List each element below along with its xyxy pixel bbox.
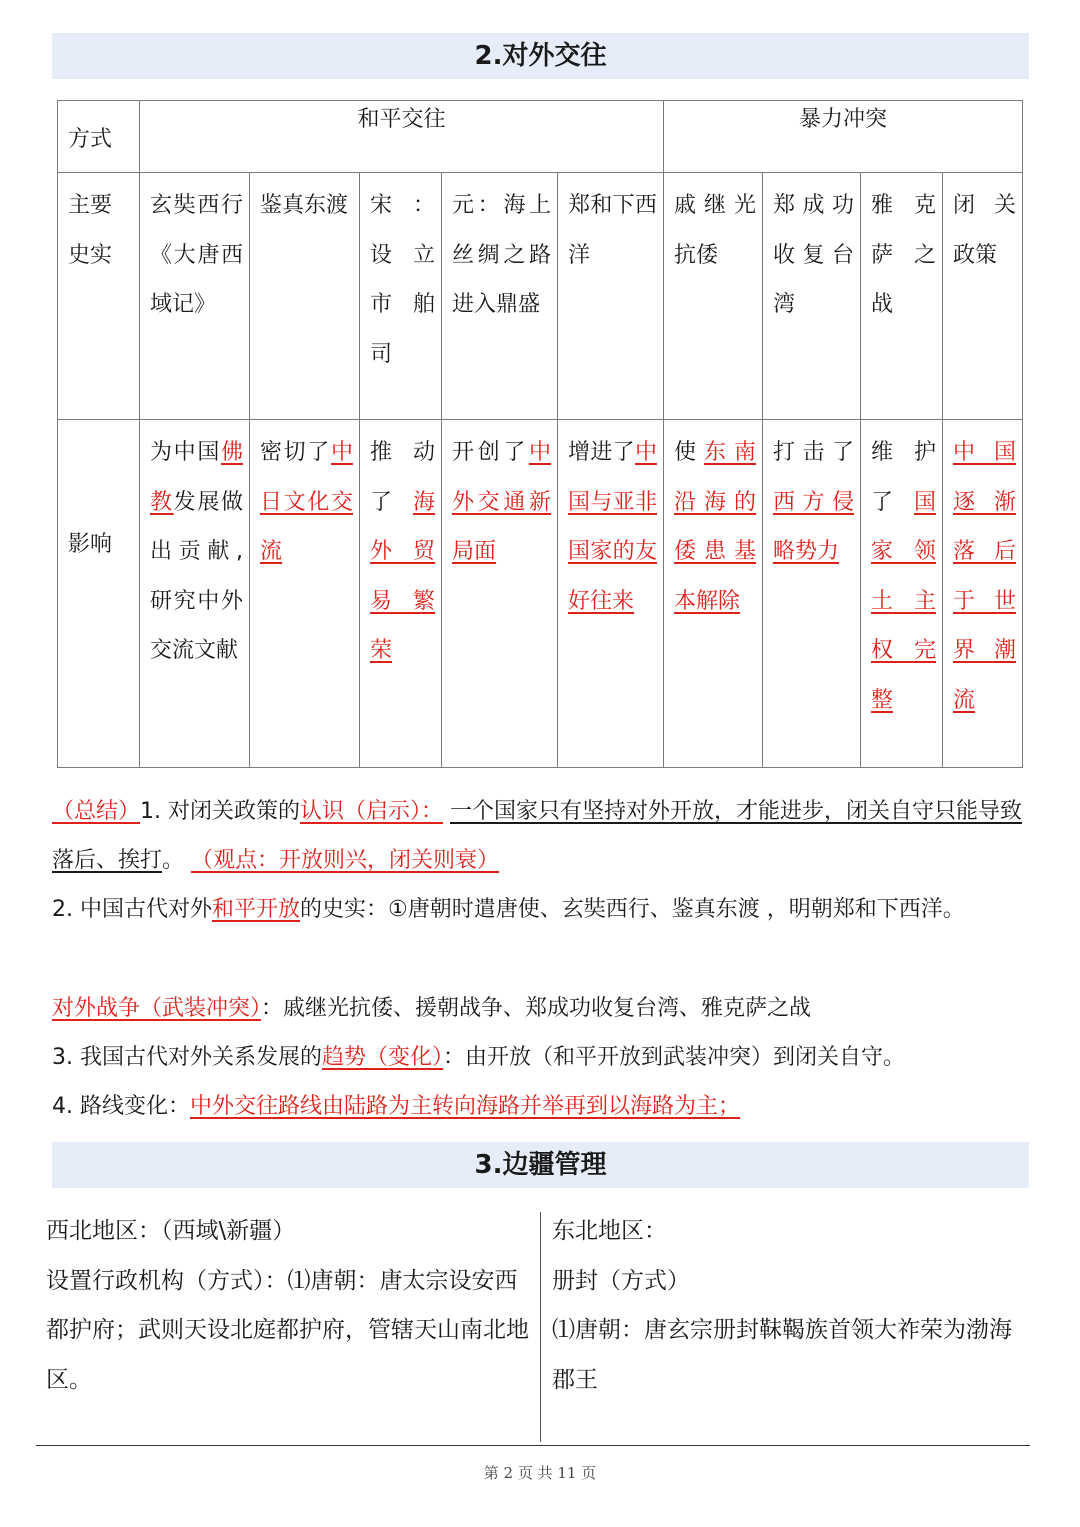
- header-method: 方式: [57, 100, 140, 173]
- impact-cell: 打击了西方侵略势力: [762, 419, 861, 768]
- northwest-text: 设置行政机构（方式）：⑴唐朝：唐太宗设安西都护府；武则天设北庭都护府，管辖天山南北地区。: [46, 1267, 529, 1393]
- frontier-northwest: [46, 1207, 532, 1405]
- impact-cell: 中国逐渐落后于世界潮流: [942, 419, 1023, 768]
- fact-cell: 元：海上丝绸之路进入鼎盛: [441, 172, 558, 420]
- northeast-text: ⑴唐朝：唐玄宗册封靺鞨族首领大祚荣为渤海郡王: [552, 1317, 1012, 1393]
- summary-point-4: 4. 路线变化：中外交往路线由陆路为主转向海路并举再到以海路为主；: [52, 1094, 740, 1119]
- header-conflict: 暴力冲突: [663, 100, 1023, 173]
- impact-cell: 使东南沿海的倭患基本解除: [663, 419, 763, 768]
- impact-cell: 维护了国家领土主权完整: [860, 419, 943, 768]
- summary-war: 对外战争（武装冲突）：戚继光抗倭、援朝战争、郑成功收复台湾、雅克萨之战: [52, 996, 812, 1021]
- northwest-heading: 西北地区：（西域\新疆）: [46, 1218, 296, 1244]
- frontier-northeast: [552, 1207, 1032, 1405]
- impact-cell: 增进了中国与亚非国家的友好往来: [557, 419, 664, 768]
- footer-rule: [36, 1445, 1030, 1446]
- fact-cell: 郑成功收复台湾: [762, 172, 861, 420]
- summary-point-2: 2. 中国古代对外和平开放的史实：①唐朝时遣唐使、玄奘西行、鉴真东渡 ，明朝郑和下西洋。: [52, 897, 965, 922]
- fact-cell: 戚继光抗倭: [663, 172, 763, 420]
- impact-cell: 推动了海外贸易繁荣: [359, 419, 442, 768]
- fact-cell: 宋：设立市舶司: [359, 172, 442, 420]
- header-peace: 和平交往: [139, 100, 664, 173]
- fact-cell: 玄奘西行《大唐西域记》: [139, 172, 250, 420]
- row-label-impact: 影响: [57, 419, 140, 768]
- impact-cell: 为中国佛教发展做出贡献,研究中外交流文献: [139, 419, 250, 768]
- column-divider: [540, 1212, 541, 1442]
- page-number: 第 2 页 共 11 页: [483, 1464, 597, 1482]
- impact-cell: 密切了中日文化交流: [249, 419, 360, 768]
- fact-cell: 郑和下西洋: [557, 172, 664, 420]
- row-label-facts: 主要史实: [57, 172, 140, 420]
- section-title-frontier: 3.边疆管理: [52, 1142, 1029, 1188]
- northeast-heading: 东北地区：: [552, 1218, 667, 1244]
- foreign-relations-table: [57, 100, 1023, 768]
- fact-cell: 鉴真东渡: [249, 172, 360, 420]
- fact-cell: 雅克萨之战: [860, 172, 943, 420]
- summary-point-3: 3. 我国古代对外关系发展的趋势（变化）：由开放（和平开放到武装冲突）到闭关自守。: [52, 1045, 906, 1070]
- summary-point-1: （总结）1. 对闭关政策的认识（启示）： 一个国家只有坚持对外开放，才能进步，闭关自守只能导致落后、挨打。 （观点：开放则兴，闭关则衰）: [52, 799, 1023, 873]
- impact-cell: 开创了中外交通新局面: [441, 419, 558, 768]
- section-title-foreign-relations: 2.对外交往: [52, 33, 1029, 79]
- fact-cell: 闭关政策: [942, 172, 1023, 420]
- northeast-method: 册封（方式）: [552, 1267, 690, 1294]
